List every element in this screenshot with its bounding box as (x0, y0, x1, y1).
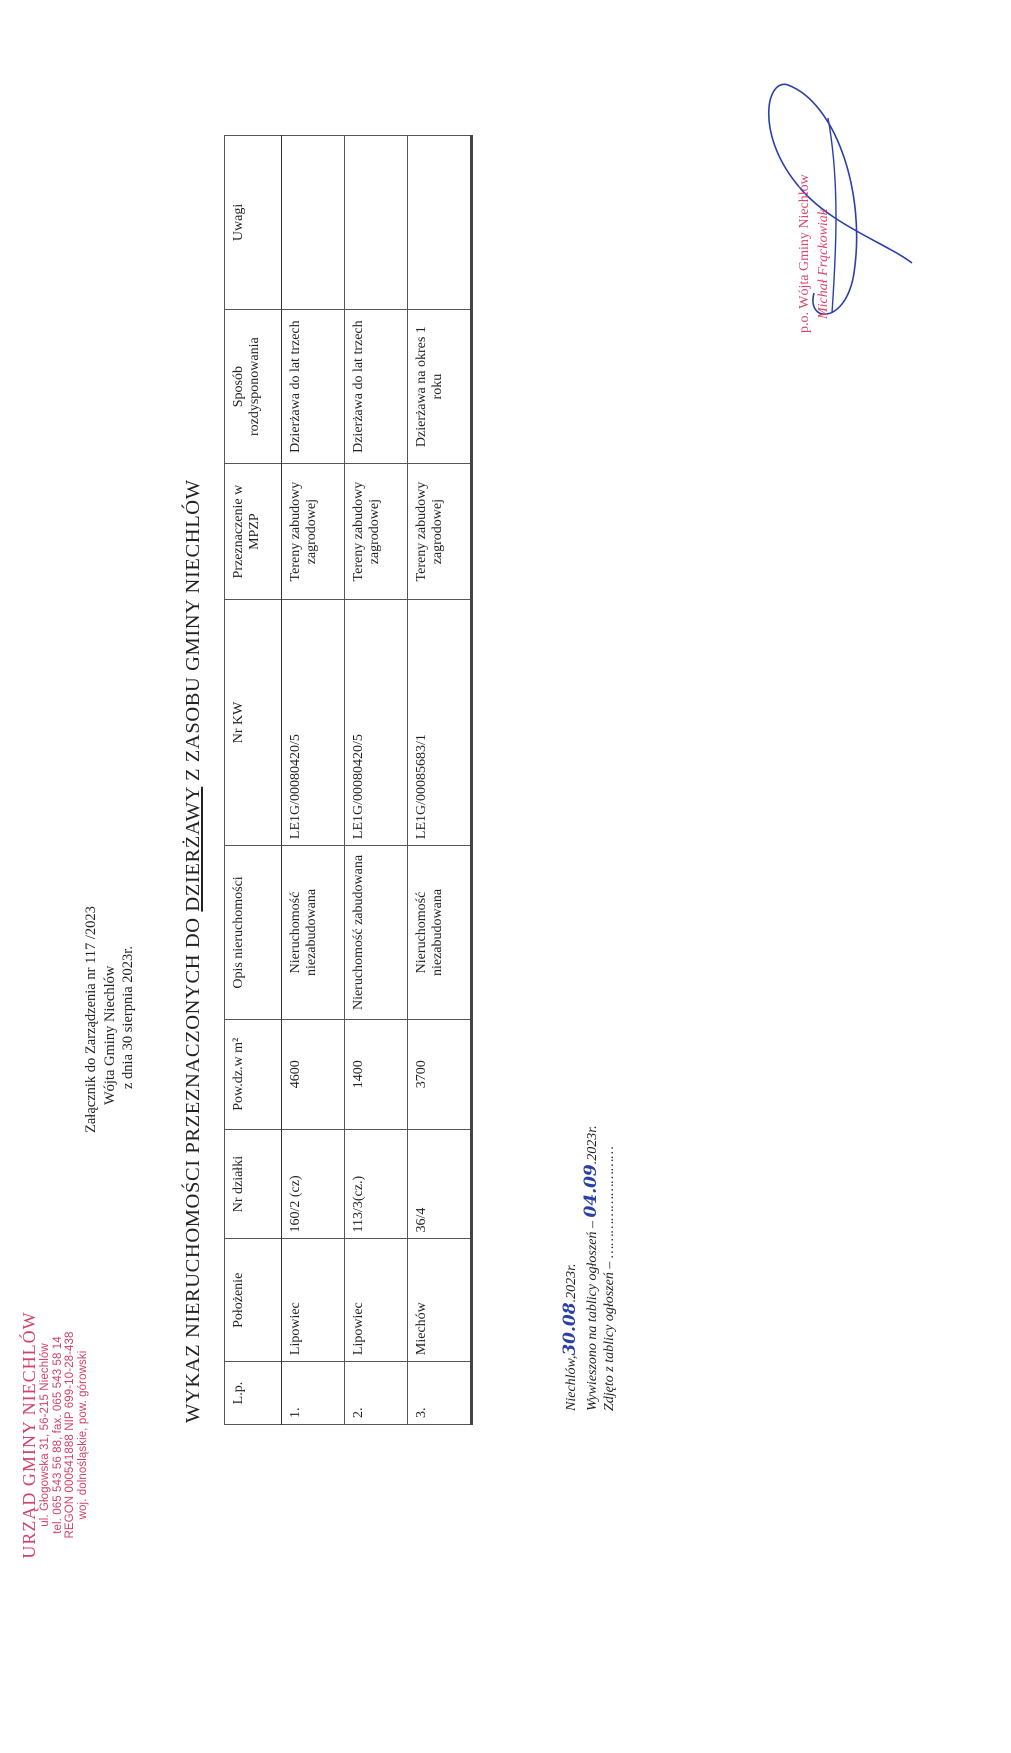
stamp-phone: tel. 065 543 56 88, fax. 065 543 58 14 (51, 1336, 64, 1534)
cell-polozenie: Miechów (408, 1239, 472, 1362)
posted-line (581, 991, 602, 1411)
handwritten-signature (736, 73, 936, 333)
title-prefix: WYKAZ NIERUCHOMOŚCI PRZEZNACZONYCH DO (182, 911, 204, 1423)
cell-pow: 3700 (408, 1019, 472, 1129)
cell-opis: Nieruchomość niezabudowana (282, 846, 345, 1020)
header-sposob: Sposób rozdysponowania (225, 309, 282, 464)
attachment-header (82, 613, 138, 1133)
cell-przeznaczenie: Tereny zabudowy zagrodowej (282, 464, 345, 599)
cell-kw: LE1G/00085683/1 (408, 599, 472, 845)
signature-role: p.o. Wójta Gminy Niechlów (797, 174, 812, 333)
table-row (345, 136, 408, 1425)
cell-przeznaczenie: Tereny zabudowy zagrodowej (345, 464, 408, 599)
attachment-line-2: Wójta Gminy Niechlów (101, 965, 118, 1105)
office-stamp (20, 1265, 89, 1605)
cell-polozenie: Lipowiec (345, 1239, 408, 1362)
cell-pow: 1400 (345, 1019, 408, 1129)
cell-kw: LE1G/00080420/5 (345, 599, 408, 845)
title-suffix: Z ZASOBU GMINY NIECHLÓW (182, 479, 204, 787)
header-kw: Nr KW (225, 599, 282, 845)
cell-opis: Nieruchomość zabudowana (345, 846, 408, 1020)
header-opis: Opis nieruchomości (225, 846, 282, 1020)
removed-value: ……………………… (602, 1146, 618, 1259)
property-table (224, 135, 473, 1425)
removed-line (601, 991, 618, 1411)
stamp-address: ul. Głogowska 31, 56-215 Niechlów (39, 1343, 52, 1527)
header-pow: Pow.dz.w m² (225, 1019, 282, 1129)
cell-uwagi (345, 136, 408, 310)
table-row (408, 136, 472, 1425)
header-polozenie: Położenie (225, 1239, 282, 1362)
stamp-region: woj. dolnośląskie, pow. górowski (76, 1350, 89, 1520)
table-header-row (225, 136, 282, 1425)
cell-sposob: Dzierżawa do lat trzech (282, 309, 345, 464)
posted-label: Wywieszono na tablicy ogłoszeń – (584, 1220, 600, 1411)
stamp-regon: REGON 000541888 NIP 699-10-28-438 (64, 1331, 77, 1539)
place-label: Niechlów, (564, 1355, 579, 1411)
document-title (182, 323, 205, 1423)
cell-nr-dzialki: 160/2 (cz) (282, 1129, 345, 1239)
cell-nr-dzialki: 113/3(cz.) (345, 1129, 408, 1239)
posted-year: .2023r. (584, 1125, 600, 1165)
posting-notes (560, 991, 619, 1411)
stamp-office-name: URZĄD GMINY NIECHLÓW (19, 1311, 39, 1559)
handwritten-date: 30.08 (560, 1302, 580, 1356)
attachment-line-1: Załącznik do Zarządzenia nr 117 /2023 (83, 906, 99, 1133)
removed-label: Zdjęto z tablicy ogłoszeń – (602, 1261, 618, 1411)
signature-block (796, 73, 834, 333)
title-underlined: DZIERŻAWY (182, 786, 204, 912)
header-lp: L.p. (225, 1362, 282, 1425)
table-row (282, 136, 345, 1425)
signature-name: Michał Frąckowiak (815, 208, 831, 319)
cell-lp: 1. (282, 1362, 345, 1425)
cell-lp: 3. (408, 1362, 472, 1425)
cell-uwagi (408, 136, 472, 310)
header-uwagi: Uwagi (225, 136, 282, 310)
header-przeznaczenie: Przeznaczenie w MPZP (225, 464, 282, 599)
cell-sposob: Dzierżawa do lat trzech (345, 309, 408, 464)
cell-uwagi (282, 136, 345, 310)
cell-kw: LE1G/00080420/5 (282, 599, 345, 845)
handwritten-posted-date: 04.09 (580, 1164, 601, 1218)
cell-opis: Nieruchomość niezabudowana (408, 846, 472, 1020)
date-year: .2023r. (564, 1263, 579, 1303)
cell-polozenie: Lipowiec (282, 1239, 345, 1362)
attachment-line-3: z dnia 30 sierpnia 2023r. (120, 946, 137, 1089)
cell-nr-dzialki: 36/4 (408, 1129, 472, 1239)
cell-sposob: Dzierżawa na okres 1 roku (408, 309, 472, 464)
cell-pow: 4600 (282, 1019, 345, 1129)
header-nr-dzialki: Nr działki (225, 1129, 282, 1239)
cell-przeznaczenie: Tereny zabudowy zagrodowej (408, 464, 472, 599)
place-date-line (560, 991, 581, 1411)
cell-lp: 2. (345, 1362, 408, 1425)
